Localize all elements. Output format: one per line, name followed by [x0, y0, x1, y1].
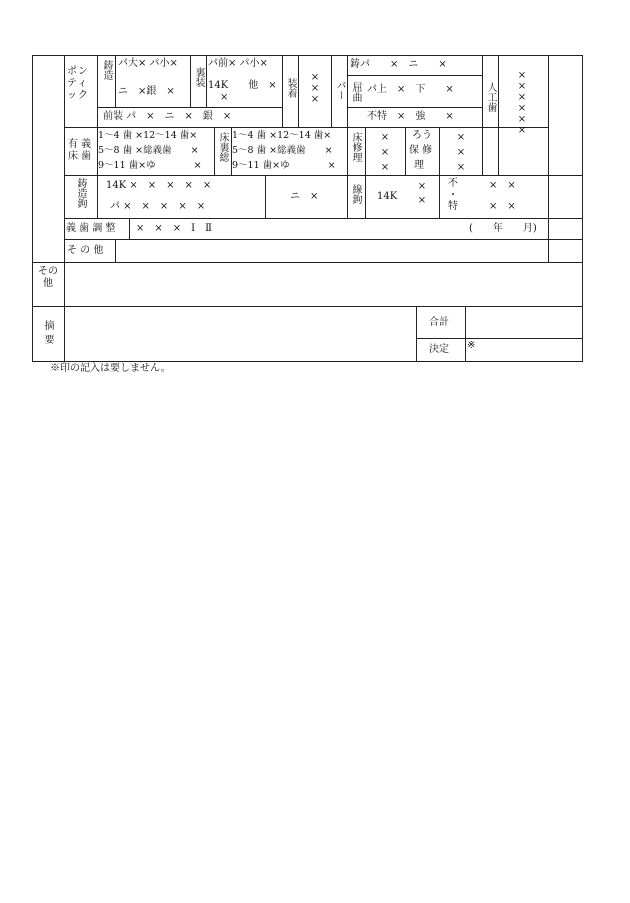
summary-label: 摘要 [42, 320, 53, 348]
rule [190, 55, 191, 107]
rule [64, 218, 582, 219]
artificial-teeth-label: 人工歯 [485, 82, 496, 112]
rule [582, 55, 583, 362]
wire-clasp-label: 線鉤 [350, 184, 361, 204]
backing-row2a: 14K 他 × [208, 80, 277, 91]
relining-row1: 1〜4 歯 ×12〜14 歯× [232, 130, 332, 141]
rule [115, 55, 116, 107]
denture-row2: 5〜8 歯 ×総義歯 × [98, 145, 199, 156]
wax-marks: × × × [456, 132, 466, 173]
rule [365, 175, 366, 218]
rule [439, 127, 440, 175]
backing-row2b: × [220, 92, 229, 103]
relining-label: 床裏総 [217, 132, 228, 162]
wax-label-1: ろう [412, 130, 432, 141]
rule [97, 55, 98, 127]
rule [498, 55, 499, 175]
wax-label-2: 保 修 [409, 145, 433, 156]
rule [347, 55, 348, 127]
denture-repair-label: 床修理 [350, 132, 361, 162]
rule [32, 55, 33, 362]
footnote: ※印の記入は要しません。 [50, 363, 171, 374]
rule [439, 175, 440, 218]
bar-label: バー [334, 80, 345, 100]
rule [365, 127, 366, 175]
denture-adjust-label: 義 歯 調 整 [66, 223, 116, 234]
cast-row2: ニ ×銀 × [118, 86, 175, 97]
rule [115, 239, 116, 262]
front-facing-row: 前装 パ × ニ × 銀 × [103, 111, 232, 122]
cast-clasp-label: 鋳造鉤 [75, 178, 86, 208]
cast-clasp-row2: パ × × × × × [110, 201, 206, 212]
rule [206, 55, 207, 107]
denture-row1: 1〜4 歯 ×12〜14 歯× [98, 130, 198, 141]
backing-row1: パ前× パ小× [208, 58, 268, 69]
denture-adjust-marks: × × × Ⅰ Ⅱ [136, 223, 212, 234]
wire-toku: 特 [448, 201, 458, 212]
bend-label: 屈曲 [350, 82, 361, 102]
rule [32, 306, 582, 307]
rule [416, 306, 417, 361]
decision-mark: ※ [467, 340, 476, 351]
rule [298, 55, 299, 127]
other-label: その他 [38, 266, 58, 289]
rule [347, 175, 348, 218]
rule [347, 75, 482, 76]
rule [482, 127, 483, 175]
denture-label: 有 義 床 歯 [68, 139, 92, 162]
bend-row2: 不特 × 強 × [367, 111, 454, 122]
artificial-teeth-marks: × × × × × × [517, 70, 527, 136]
rule [64, 175, 582, 176]
denture-adjust-date: ( 年 月) [469, 223, 537, 234]
rule [64, 127, 548, 128]
cast-clasp-ni: ニ × [290, 191, 319, 202]
wire-fu: 不 [448, 178, 458, 189]
rule [265, 175, 266, 218]
cast-label: 鋳造 [101, 60, 112, 80]
wire-marks-row1: × × [489, 180, 516, 191]
wire-dot: ・ [448, 190, 458, 201]
rule [331, 55, 332, 127]
other-inner-label: そ の 他 [67, 245, 104, 256]
rule [347, 107, 482, 108]
wire-clasp-14k: 14K [377, 191, 398, 202]
facing-marks: × × × [310, 72, 320, 105]
rule [482, 55, 483, 127]
relining-row3: 9〜11 歯×ゆ × [232, 160, 336, 171]
cast-row1: パ大× パ小× [118, 58, 178, 69]
rule [32, 361, 582, 362]
rule [32, 262, 582, 263]
rule [416, 338, 582, 339]
rule [214, 127, 215, 175]
pontic-label: ポンティック [67, 66, 89, 101]
decision-label: 決定 [429, 344, 449, 355]
rule [347, 127, 348, 175]
cast-clasp-row1: 14K × × × × × [106, 180, 212, 191]
rule [282, 55, 283, 127]
bend-cast-row: 鋳パ × ニ × [350, 59, 447, 70]
denture-repair-marks: × × × [380, 132, 390, 173]
relining-row2: 5〜8 歯 ×総義歯 × [232, 145, 333, 156]
rule [97, 107, 282, 108]
rule [548, 55, 549, 262]
facing-label: 装着 [285, 78, 296, 98]
bend-row1: パ上 × 下 × [367, 84, 454, 95]
rule [97, 175, 98, 218]
wire-marks-row2: × × [489, 201, 516, 212]
rule [405, 127, 406, 175]
wax-label-3: 理 [414, 160, 424, 171]
total-label: 合計 [429, 317, 449, 328]
wire-clasp-marks: × × [417, 181, 427, 206]
rule [465, 306, 466, 361]
rule [64, 55, 65, 362]
backing-label: 裏装 [193, 67, 204, 87]
denture-row3: 9〜11 歯×ゆ × [98, 160, 202, 171]
rule [129, 218, 130, 239]
rule [64, 239, 582, 240]
